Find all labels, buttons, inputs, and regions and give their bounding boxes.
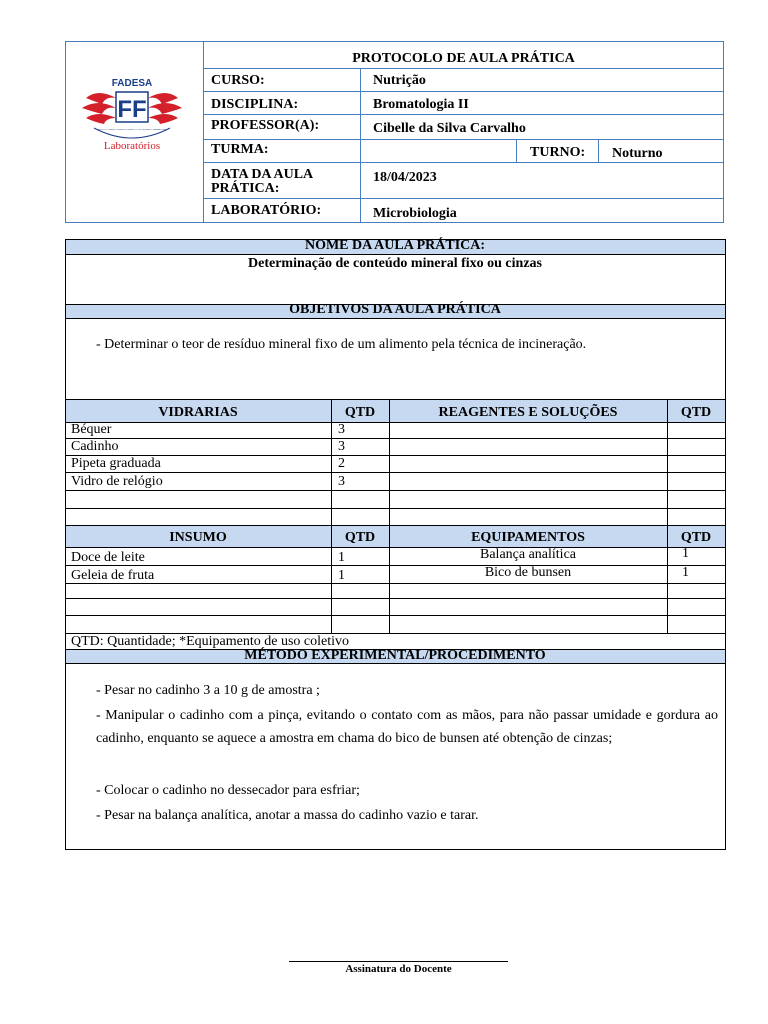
vidraria-item-qtd: 3: [338, 439, 345, 454]
vidrarias-header: VIDRARIAS: [158, 405, 238, 420]
vidraria-item-name: Vidro de relógio: [71, 474, 163, 489]
insumo-item-name: Geleia de fruta: [71, 568, 155, 583]
data-label-line2: PRÁTICA:: [211, 181, 280, 196]
logo-caption: Laboratórios: [103, 140, 161, 152]
vidraria-item-qtd: 3: [338, 422, 345, 437]
equipamento-item-qtd: 1: [682, 546, 689, 561]
equipamentos-qtd-header: QTD: [680, 530, 712, 545]
insumo-header: INSUMO: [169, 530, 227, 545]
metodo-step-2: - Manipular o cadinho com a pinça, evitando o contato com as mãos, para não passar umidade e gordura ao cadinho, enquanto se aquece a amostra em chama do bico de bunsen até obtenção de cinzas;: [96, 708, 718, 746]
metodo-step-3: - Colocar o cadinho no dessecador para esfriar;: [96, 783, 360, 798]
nome-aula-header: NOME DA AULA PRÁTICA:: [304, 238, 486, 253]
insumo-item-qtd: 1: [338, 550, 345, 565]
vidrarias-qtd-header: QTD: [344, 405, 376, 420]
turno-value: Noturno: [612, 146, 663, 161]
data-value: 18/04/2023: [373, 170, 437, 185]
vidraria-item-name: Pipeta graduada: [71, 456, 161, 471]
logo-mark: FF: [117, 96, 147, 123]
fadesa-logo: [76, 76, 188, 156]
equipamento-item-qtd: 1: [682, 565, 689, 580]
nome-aula-value: Determinação de conteúdo mineral fixo ou cinzas: [248, 256, 542, 271]
equipamento-item-name: Bico de bunsen: [484, 565, 572, 580]
signature-line: [289, 961, 508, 962]
turno-label: TURNO:: [530, 145, 586, 160]
reagentes-header: REAGENTES E SOLUÇÕES: [438, 405, 618, 420]
metodo-step-1: - Pesar no cadinho 3 a 10 g de amostra ;: [96, 683, 320, 698]
equipamentos-header: EQUIPAMENTOS: [471, 530, 585, 545]
curso-label: CURSO:: [211, 73, 265, 88]
page-title: PROTOCOLO DE AULA PRÁTICA: [352, 51, 575, 66]
curso-value: Nutrição: [373, 73, 426, 88]
laboratorio-value: Microbiologia: [373, 206, 457, 221]
objetivos-text: - Determinar o teor de resíduo mineral fixo de um alimento pela técnica de incineração.: [96, 337, 587, 352]
reagentes-qtd-header: QTD: [680, 405, 712, 420]
logo-brand: FADESA: [111, 78, 153, 89]
laboratorio-label: LABORATÓRIO:: [211, 203, 322, 218]
signature-label: Assinatura do Docente: [345, 963, 452, 975]
equipamento-item-name: Balança analítica: [480, 547, 576, 562]
metodo-step-4: - Pesar na balança analítica, anotar a massa do cadinho vazio e tarar.: [96, 808, 479, 823]
disciplina-value: Bromatologia II: [373, 97, 469, 112]
metodo-header: MÉTODO EXPERIMENTAL/PROCEDIMENTO: [244, 648, 546, 663]
logo-arc-text: INSTITUTO PARA O DESENVOLVIMENTO SUSTENTÁVEL DA AMAZÔNIA: [98, 129, 166, 131]
professor-value: Cibelle da Silva Carvalho: [373, 121, 526, 136]
vidraria-item-name: Cadinho: [71, 439, 119, 454]
data-label-line1: DATA DA AULA: [211, 167, 314, 182]
objetivos-header: OBJETIVOS DA AULA PRÁTICA: [289, 302, 501, 317]
insumo-item-qtd: 1: [338, 568, 345, 583]
insumo-qtd-header: QTD: [344, 530, 376, 545]
insumo-item-name: Doce de leite: [71, 550, 145, 565]
turma-label: TURMA:: [211, 142, 269, 157]
vidraria-item-qtd: 3: [338, 474, 345, 489]
vidraria-item-qtd: 2: [338, 456, 345, 471]
disciplina-label: DISCIPLINA:: [211, 97, 299, 112]
vidraria-item-name: Béquer: [71, 422, 112, 437]
professor-label: PROFESSOR(A):: [211, 118, 320, 133]
qtd-note: QTD: Quantidade; *Equipamento de uso coletivo: [71, 634, 349, 649]
